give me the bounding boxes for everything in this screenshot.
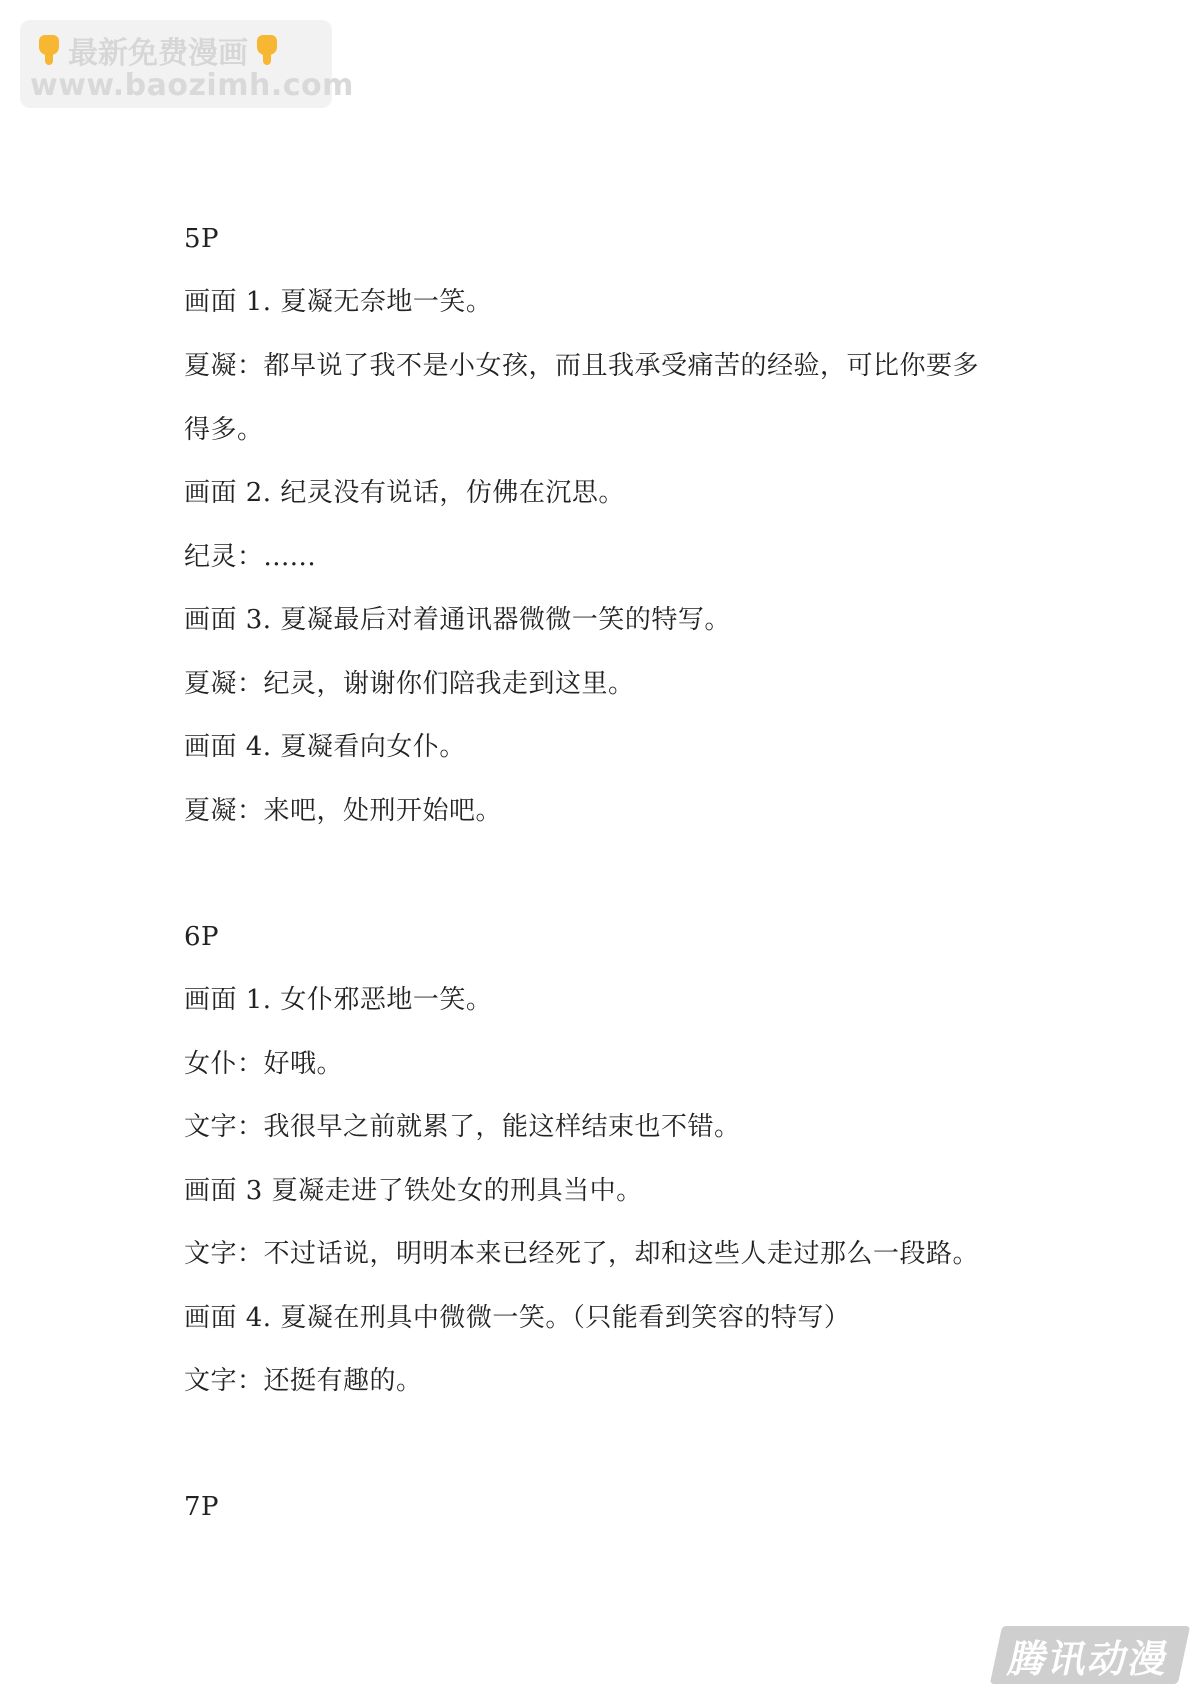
pointing-hand-icon	[34, 33, 64, 67]
watermark-title: 最新免费漫画	[68, 36, 248, 71]
script-line: 文字：不过话说，明明本来已经死了，却和这些人走过那么一段路。	[184, 1239, 980, 1269]
tencent-comic-logo	[990, 1626, 1190, 1684]
script-line: 文字：我很早之前就累了，能这样结束也不错。	[184, 1112, 741, 1142]
page-heading-6p: 6P	[184, 922, 220, 952]
script-line: 画面 2. 纪灵没有说话，仿佛在沉思。	[184, 478, 625, 508]
script-line: 画面 4. 夏凝看向女仆。	[184, 732, 466, 762]
watermark-url: www.baozimh.com	[30, 68, 354, 103]
script-line: 画面 1. 女仆邪恶地一笑。	[184, 985, 493, 1015]
script-line: 女仆：好哦。	[184, 1049, 344, 1079]
script-line: 画面 1. 夏凝无奈地一笑。	[184, 287, 493, 317]
pointing-hand-icon	[252, 33, 282, 67]
script-line: 夏凝：纪灵，谢谢你们陪我走到这里。	[184, 669, 635, 699]
site-watermark	[20, 20, 354, 108]
script-line: 夏凝：都早说了我不是小女孩，而且我承受痛苦的经验，可比你要多	[184, 351, 980, 381]
logo-text: 腾讯动漫	[1004, 1636, 1174, 1681]
script-line: 画面 4. 夏凝在刑具中微微一笑。（只能看到笑容的特写）	[184, 1303, 851, 1333]
script-line: 画面 3. 夏凝最后对着通讯器微微一笑的特写。	[184, 605, 731, 635]
script-line: 文字：还挺有趣的。	[184, 1366, 423, 1396]
script-line: 画面 3 夏凝走进了铁处女的刑具当中。	[184, 1176, 643, 1206]
script-line: 得多。	[184, 415, 264, 445]
page-heading-7p: 7P	[184, 1492, 220, 1522]
page-heading-5p: 5P	[184, 224, 220, 254]
script-line: 纪灵：......	[184, 542, 317, 572]
script-line: 夏凝：来吧，处刑开始吧。	[184, 796, 503, 826]
watermark-title-row	[34, 28, 282, 72]
